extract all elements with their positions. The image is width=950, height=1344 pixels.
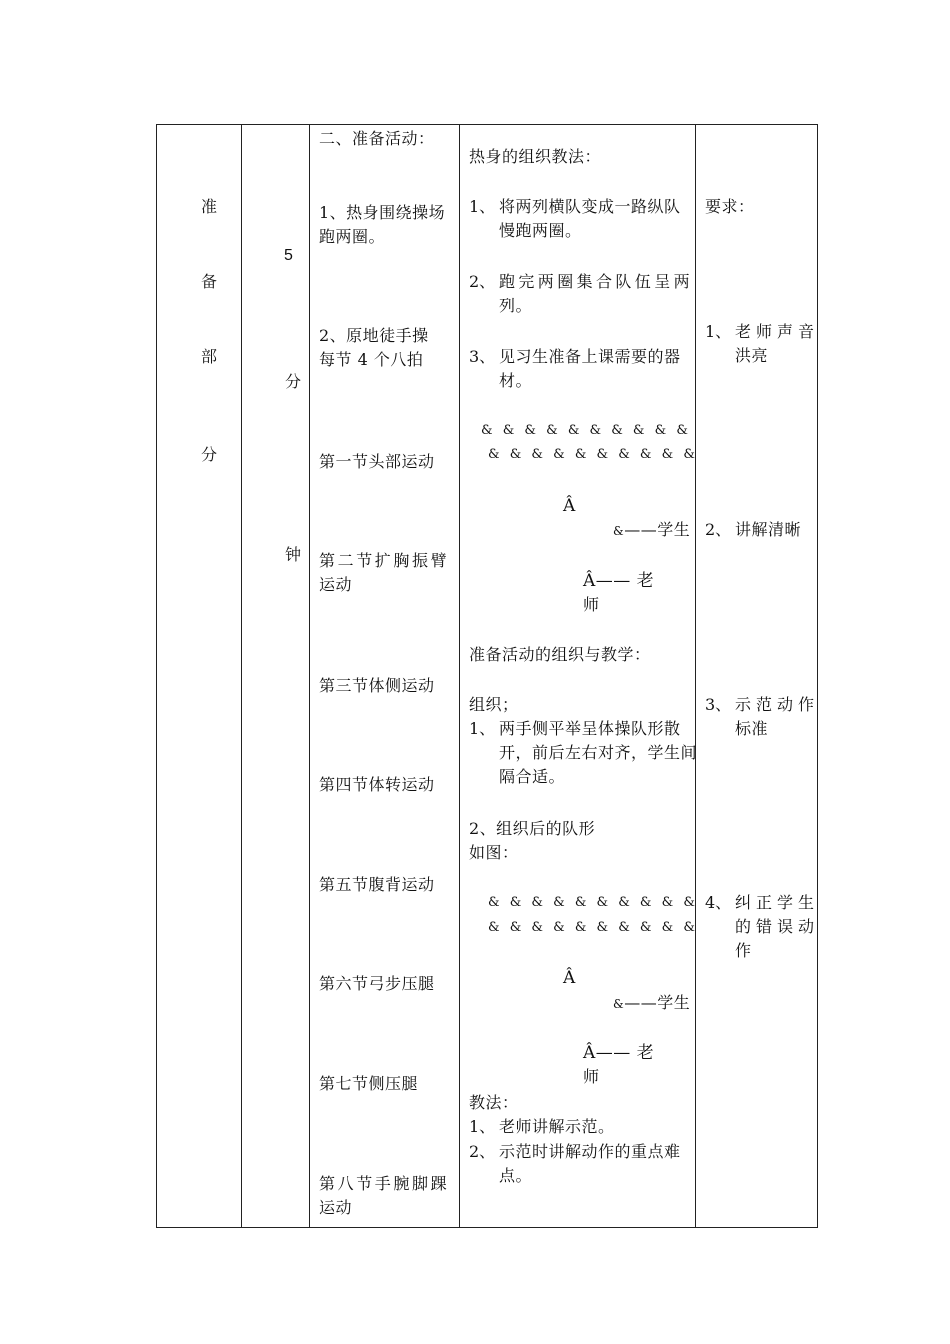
legend-text: ——学生 — [624, 520, 691, 539]
teacher-symbol: Â — [583, 571, 596, 591]
exercise-item: 第八节手腕脚踝 — [319, 1174, 450, 1193]
req-text: 纠正学生 — [735, 893, 820, 912]
step-text: 点。 — [499, 1166, 533, 1185]
content-heading: 二、准备活动： — [319, 129, 435, 148]
duration-number: 5 — [284, 247, 294, 264]
step-text: 示范时讲解动作的重点难 — [499, 1142, 681, 1161]
legend-teacher — [583, 1041, 654, 1065]
method-title: 准备活动的组织与教学： — [469, 645, 651, 664]
step-number: 2、 — [469, 1142, 496, 1161]
legend-teacher — [583, 569, 654, 593]
student-row: & & & & & & & & & & — [488, 447, 698, 462]
req-number: 3、 — [705, 695, 732, 714]
method-title: 热身的组织教法： — [469, 147, 602, 166]
legend-text: —— 老 — [595, 1043, 655, 1063]
exercise-item: 第一节头部运动 — [319, 452, 435, 471]
teacher-marker: Â — [563, 968, 576, 988]
column-divider — [695, 125, 696, 1227]
step-text: 材。 — [499, 371, 533, 390]
org-label: 组织； — [469, 695, 519, 714]
legend-text: ——学生 — [624, 993, 691, 1012]
step-text: 老师讲解示范。 — [499, 1117, 615, 1136]
step-text: 开，前后左右对齐，学生间 — [499, 743, 698, 762]
teacher-symbol: Â — [583, 1043, 596, 1063]
req-text: 老师声音 — [735, 322, 820, 341]
legend-student — [613, 991, 690, 1016]
org-line: 如图： — [469, 843, 519, 862]
content-line: 2、原地徒手操 — [319, 326, 429, 345]
student-symbol: & — [613, 997, 625, 1011]
legend-text: 师 — [583, 595, 600, 614]
section-char: 准 — [201, 197, 218, 216]
step-text: 将两列横队变成一路纵队 — [499, 197, 681, 216]
exercise-item: 第二节扩胸振臂 — [319, 551, 450, 570]
req-text: 作 — [735, 941, 752, 960]
req-number: 1、 — [705, 322, 732, 341]
section-char: 分 — [201, 445, 218, 464]
step-number: 1、 — [469, 197, 496, 216]
duration-unit: 钟 — [285, 545, 302, 564]
exercise-item: 运动 — [319, 1198, 353, 1217]
column-divider — [459, 125, 460, 1227]
method-label: 教法： — [469, 1093, 519, 1112]
teacher-marker: Â — [563, 496, 576, 516]
legend-text: —— 老 — [595, 571, 655, 591]
step-text: 隔合适。 — [499, 767, 566, 786]
section-char: 部 — [201, 347, 218, 366]
legend-text: 师 — [583, 1067, 600, 1086]
req-number: 2、 — [705, 520, 732, 539]
req-number: 4、 — [705, 893, 732, 912]
exercise-item: 第三节体侧运动 — [319, 676, 435, 695]
exercise-item: 第六节弓步压腿 — [319, 974, 435, 993]
req-text: 标准 — [735, 719, 769, 738]
step-text: 慢跑两圈。 — [499, 221, 582, 240]
exercise-item: 第七节侧压腿 — [319, 1074, 419, 1093]
step-text: 跑完两圈集合队伍呈两 — [499, 272, 694, 291]
section-char: 备 — [201, 272, 218, 291]
duration-unit: 分 — [285, 372, 302, 391]
req-text: 洪亮 — [735, 346, 769, 365]
student-symbol: & — [613, 524, 625, 538]
content-line: 跑两圈。 — [319, 227, 386, 246]
step-number: 2、 — [469, 272, 496, 291]
content-line: 1、热身围绕操场 — [319, 203, 446, 222]
exercise-item: 第四节体转运动 — [319, 775, 435, 794]
content-line: 每节 4 个八拍 — [319, 350, 424, 369]
legend-student — [613, 518, 690, 543]
step-number: 3、 — [469, 347, 496, 366]
req-text: 的错误动 — [735, 917, 820, 936]
step-text: 列。 — [499, 296, 533, 315]
org-line: 2、组织后的队形 — [469, 819, 596, 838]
step-number: 1、 — [469, 719, 496, 738]
step-number: 1、 — [469, 1117, 496, 1136]
student-row: & & & & & & & & & & — [488, 920, 698, 935]
requirements-title: 要求： — [705, 197, 755, 216]
column-divider — [241, 125, 242, 1227]
student-row: & & & & & & & & & & — [481, 423, 691, 438]
req-text: 示范动作 — [735, 695, 820, 714]
column-divider — [309, 125, 310, 1227]
step-text: 见习生准备上课需要的器 — [499, 347, 681, 366]
exercise-item: 运动 — [319, 575, 353, 594]
step-text: 两手侧平举呈体操队形散 — [499, 719, 681, 738]
req-text: 讲解清晰 — [735, 520, 802, 539]
exercise-item: 第五节腹背运动 — [319, 875, 435, 894]
lesson-table — [156, 124, 818, 1228]
student-row: & & & & & & & & & & — [488, 895, 698, 910]
